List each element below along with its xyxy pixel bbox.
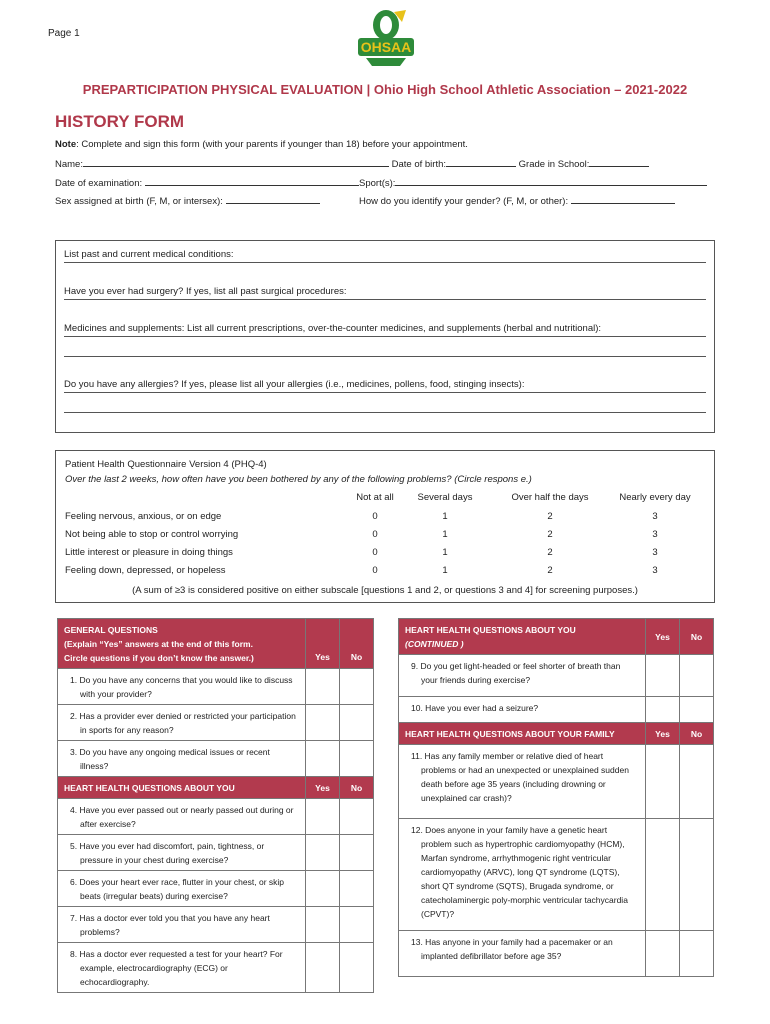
gender-label: How do you identify your gender? (F, M, or other): [359,196,569,207]
q8-no[interactable] [340,943,374,993]
phq-option[interactable]: 0 [372,529,378,540]
phq-option[interactable]: 2 [547,547,553,558]
question-1: 1. Do you have any concerns that you would like to discuss with your provider? [58,669,306,705]
q7-yes[interactable] [306,907,340,943]
surgery-field[interactable]: Have you ever had surgery? If yes, list all past surgical procedures: [64,286,706,300]
phq-row: Feeling down, depressed, or hopeless 0 1 2 3 [65,565,705,579]
q2-yes[interactable] [306,705,340,741]
family-header: HEART HEALTH QUESTIONS ABOUT YOUR FAMILY [399,723,646,745]
phq-option[interactable]: 3 [652,529,658,540]
phq-option[interactable]: 3 [652,547,658,558]
question-13: 13. Has anyone in your family had a pacemaker or an implanted defibrillator before age 35? [399,931,646,977]
question-2: 2. Has a provider ever denied or restricted your participation in sports for any reason? [58,705,306,741]
phq-col-header: Over half the days [511,492,589,503]
q11-no[interactable] [680,745,714,819]
medicines-field[interactable]: Medicines and supplements: List all current prescriptions, over-the-counter medicines, and supplements (herbal and nutritional): [64,323,706,337]
grade-label: Grade in School: [518,159,590,170]
exam-date-label: Date of examination: [55,178,143,189]
q1-no[interactable] [340,669,374,705]
yes-column-header: Yes [646,619,680,655]
grade-input[interactable] [589,157,649,167]
phq-option[interactable]: 0 [372,547,378,558]
sports-input[interactable] [395,176,707,186]
ohsaa-logo [354,8,418,68]
phq-option[interactable]: 3 [652,511,658,522]
phq-row: Not being able to stop or control worrying 0 1 2 3 [65,529,705,543]
phq-header [65,492,705,506]
q5-no[interactable] [340,835,374,871]
no-column-header: No [680,619,714,655]
phq-option[interactable]: 1 [442,511,448,522]
phq-row: Feeling nervous, anxious, or on edge 0 1 2 3 [65,511,705,525]
question-7: 7. Has a doctor ever told you that you have any heart problems? [58,907,306,943]
question-10: 10. Have you ever had a seizure? [399,697,646,723]
phq-option[interactable]: 3 [652,565,658,576]
yes-column-header: Yes [306,777,340,799]
question-3: 3. Do you have any ongoing medical issues or recent illness? [58,741,306,777]
phq-row: Little interest or pleasure in doing things 0 1 2 3 [65,547,705,561]
medicines-extra-line[interactable] [64,343,706,357]
heart-continued-header: HEART HEALTH QUESTIONS ABOUT YOU (CONTINUED ) [399,619,646,655]
name-field-row [55,157,649,170]
yes-column-header: Yes [646,723,680,745]
q9-yes[interactable] [646,655,680,697]
q10-no[interactable] [680,697,714,723]
phq-option[interactable]: 2 [547,565,553,576]
yes-column-header: Yes [306,619,340,669]
q8-yes[interactable] [306,943,340,993]
no-column-header: No [680,723,714,745]
q4-yes[interactable] [306,799,340,835]
q10-yes[interactable] [646,697,680,723]
phq4-box [55,450,715,603]
sex-input[interactable] [226,194,320,204]
dob-input[interactable] [446,157,516,167]
phq-title: Patient Health Questionnaire Version 4 (PHQ-4) [65,459,267,470]
sports-row [359,176,707,189]
q6-yes[interactable] [306,871,340,907]
q13-yes[interactable] [646,931,680,977]
q3-yes[interactable] [306,741,340,777]
page-number: Page 1 [48,28,80,39]
name-input[interactable] [83,157,389,167]
q12-no[interactable] [680,819,714,931]
q9-no[interactable] [680,655,714,697]
phq-option[interactable]: 1 [442,547,448,558]
q12-yes[interactable] [646,819,680,931]
phq-option[interactable]: 1 [442,529,448,540]
sports-label: Sport(s): [359,178,396,189]
phq-col-header: Several days [417,492,473,503]
general-header: GENERAL QUESTIONS (Explain “Yes” answers at the end of this form. Circle questions if you don’t know the answer.) [58,619,306,669]
gender-input[interactable] [571,194,675,204]
heart-questions-table [398,618,714,977]
general-questions-table [57,618,374,993]
q6-no[interactable] [340,871,374,907]
sex-row [55,194,320,207]
gender-row [359,194,675,207]
question-4: 4. Have you ever passed out or nearly passed out during or after exercise? [58,799,306,835]
q1-yes[interactable] [306,669,340,705]
sex-label: Sex assigned at birth (F, M, or intersex): [55,196,223,207]
allergies-field[interactable]: Do you have any allergies? If yes, please list all your allergies (i.e., medicines, pollens, food, stinging insects): [64,379,706,393]
dob-label: Date of birth: [391,159,447,170]
exam-date-input[interactable] [145,176,359,186]
phq-note: (A sum of ≥3 is considered positive on either subscale [questions 1 and 2, or questions 3 and 4] for screening purposes.) [132,585,638,596]
phq-option[interactable]: 2 [547,529,553,540]
allergies-extra-line[interactable] [64,399,706,413]
q3-no[interactable] [340,741,374,777]
no-column-header: No [340,777,374,799]
q4-no[interactable] [340,799,374,835]
heart-header: HEART HEALTH QUESTIONS ABOUT YOU [58,777,306,799]
q2-no[interactable] [340,705,374,741]
form-title: HISTORY FORM [55,112,185,131]
exam-date-row [55,176,359,189]
question-6: 6. Does your heart ever race, flutter in your chest, or skip beats (irregular beats) during exercise? [58,871,306,907]
name-label: Name: [55,159,83,170]
phq-option[interactable]: 1 [442,565,448,576]
phq-option[interactable]: 0 [372,565,378,576]
page-title: PREPARTICIPATION PHYSICAL EVALUATION | Ohio High School Athletic Association – 2021-2022 [82,82,688,97]
phq-subtitle: Over the last 2 weeks, how often have you been bothered by any of the following problems? (Circle respons e.) [65,474,532,485]
no-column-header: No [340,619,374,669]
conditions-field[interactable]: List past and current medical conditions: [64,249,706,263]
logo-text: OHSAA [360,39,412,55]
question-8: 8. Has a doctor ever requested a test for your heart? For example, electrocardiography (ECG) or echocardiography. [58,943,306,993]
medical-history-box [55,240,715,433]
phq-option[interactable]: 2 [547,511,553,522]
phq-col-header: Not at all [356,492,394,503]
question-12: 12. Does anyone in your family have a genetic heart problem such as hypertrophic cardiomyopathy (HCM), Marfan syndrome, arrhythmogenic right ventricular cardiomyopathy (ARVC), long QT syndrome (LQTS), short QT syndrome (SQTS), Brugada syndrome, or catecholaminergic poly-morphic ventricular tachycardia (CPVT)? [399,819,646,931]
phq-option[interactable]: 0 [372,511,378,522]
q11-yes[interactable] [646,745,680,819]
question-11: 11. Has any family member or relative died of heart problems or had an unexpected or unexplained sudden death before age 35 years (including drowning or unexplained car crash)? [399,745,646,819]
q5-yes[interactable] [306,835,340,871]
note: Note: Complete and sign this form (with your parents if younger than 18) before your appointment. [55,139,468,150]
q13-no[interactable] [680,931,714,977]
question-5: 5. Have you ever had discomfort, pain, tightness, or pressure in your chest during exercise? [58,835,306,871]
question-9: 9. Do you get light-headed or feel shorter of breath than your friends during exercise? [399,655,646,697]
phq-col-header: Nearly every day [619,492,691,503]
q7-no[interactable] [340,907,374,943]
